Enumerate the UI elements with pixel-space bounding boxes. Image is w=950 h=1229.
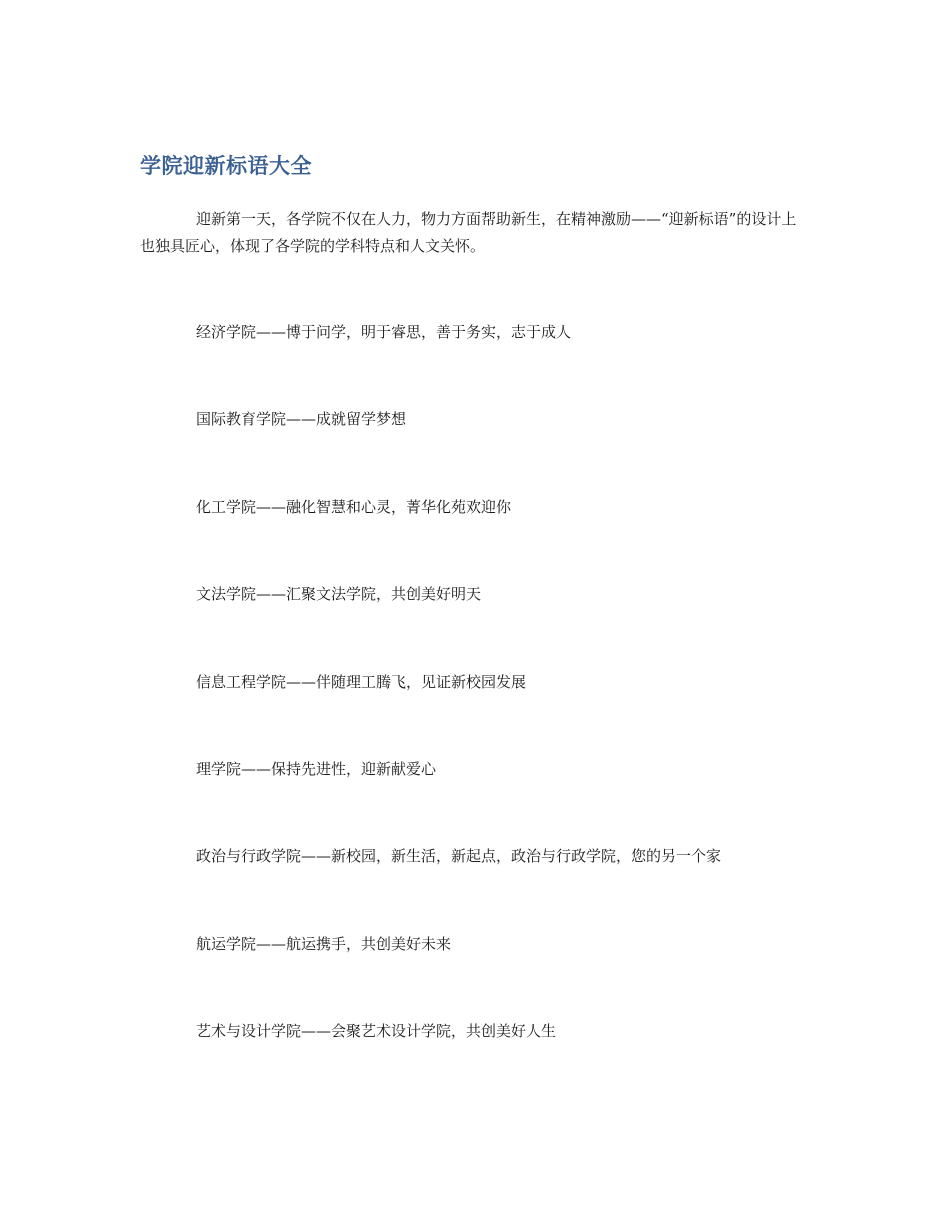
slogan-item: 信息工程学院——伴随理工腾飞，见证新校园发展 [196,672,527,691]
slogan-item: 艺术与设计学院——会聚艺术设计学院，共创美好人生 [196,1022,557,1041]
slogan-item: 经济学院——博于问学，明于睿思，善于务实，志于成人 [196,323,572,341]
slogan-item: 理学院——保持先进性，迎新献爱心 [196,759,437,778]
slogan-item: 政治与行政学院——新校园，新生活，新起点，政治与行政学院，您的另一个家 [196,847,722,866]
slogan-item: 化工学院——融化智慧和心灵，菁华化苑欢迎你 [196,497,512,516]
slogan-list [196,320,876,1107]
slogan-item: 航运学院——航运携手，共创美好未来 [196,934,452,953]
page-title: 学院迎新标语大全 [140,154,312,178]
slogan-item: 文法学院——汇聚文法学院，共创美好明天 [196,585,482,604]
intro-paragraph: 迎新第一天，各学院不仅在人力，物力方面帮助新生，在精神激励——“迎新标语”的设计上也独具匠心，体现了各学院的学科特点和人文关怀。 [140,210,797,255]
slogan-item: 国际教育学院——成就留学梦想 [196,410,407,429]
